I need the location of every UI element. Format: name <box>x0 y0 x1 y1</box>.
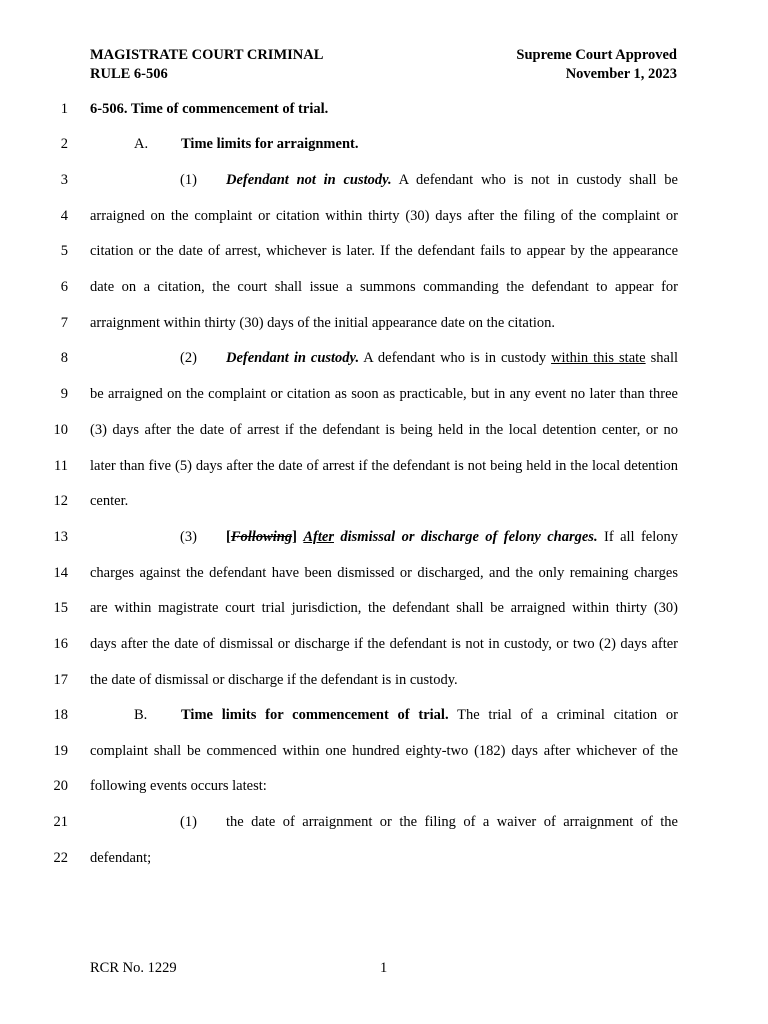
paragraph-text: the date of arraignment or the filing of a waiver of arraignment of the <box>226 814 678 830</box>
footer-page-number: 1 <box>380 960 388 976</box>
line-number: 3 <box>60 172 68 188</box>
line-number: 18 <box>53 707 68 723</box>
paragraph-text <box>226 347 678 369</box>
header-rule-number: RULE 6-506 <box>90 66 168 82</box>
paragraph-text: citation or the date of arrest, whichever is later. If the defendant fails to appear by the appearance <box>90 243 678 259</box>
paragraph-heading: Defendant not in custody. <box>226 172 392 188</box>
line-number: 5 <box>60 243 68 259</box>
document-line <box>0 98 768 120</box>
header-right <box>516 46 677 84</box>
document-line <box>0 347 768 369</box>
paragraph-marker: (3) <box>180 529 197 545</box>
line-number: 12 <box>53 493 68 509</box>
line-number: 15 <box>53 600 68 616</box>
line-number: 14 <box>53 565 68 581</box>
header-court-title: MAGISTRATE COURT CRIMINAL <box>90 47 324 63</box>
deleted-text: Following <box>230 529 293 545</box>
document-line <box>0 383 768 405</box>
footer-rcr-number: RCR No. 1229 <box>90 960 177 976</box>
paragraph-text: complaint shall be commenced within one hundred eighty-two (182) days after whichever of the <box>90 743 678 759</box>
document-line <box>0 562 768 584</box>
paragraph-text: arraignment within thirty (30) days of the initial appearance date on the citation. <box>90 315 556 331</box>
line-number: 19 <box>53 743 68 759</box>
document-line <box>0 704 768 726</box>
document-line <box>0 490 768 512</box>
header-left <box>90 46 323 84</box>
line-number: 17 <box>53 672 68 688</box>
paragraph-text: following events occurs latest: <box>90 778 267 794</box>
document-line <box>0 775 768 797</box>
document-line <box>0 669 768 691</box>
inserted-text: After <box>303 529 334 545</box>
paragraph-text: are within magistrate court trial jurisdiction, the defendant shall be arraigned within thirty (30) <box>90 600 678 616</box>
header-date: November 1, 2023 <box>565 66 677 82</box>
paragraph-text: charges against the defendant have been dismissed or discharged, and the only remaining charges <box>90 565 678 581</box>
line-number: 4 <box>60 208 68 224</box>
section-heading: Time limits for commencement of trial. <box>181 707 449 723</box>
document-line <box>0 240 768 262</box>
line-number: 6 <box>60 279 68 295</box>
paragraph-marker: (1) <box>180 814 197 830</box>
line-number: 1 <box>60 101 68 117</box>
document-line <box>0 276 768 298</box>
document-line <box>0 633 768 655</box>
text-run: The trial of a criminal citation or <box>448 707 678 723</box>
document-line <box>0 312 768 334</box>
line-number: 8 <box>60 350 68 366</box>
document-line <box>0 133 768 155</box>
text-run: A defendant who is in custody <box>359 350 552 366</box>
document-line <box>0 811 768 833</box>
paragraph-text <box>181 704 678 726</box>
document-line <box>0 169 768 191</box>
rule-title: 6-506. Time of commencement of trial. <box>90 101 329 117</box>
line-number: 10 <box>53 422 68 438</box>
bracket-close: ] <box>292 529 297 545</box>
line-number: 21 <box>53 814 68 830</box>
section-marker: A. <box>134 136 149 152</box>
paragraph-marker: (1) <box>180 172 197 188</box>
text-run: A defendant who is not in custody shall be <box>391 172 678 188</box>
paragraph-text <box>226 526 678 548</box>
line-number: 11 <box>54 458 68 474</box>
paragraph-text <box>226 169 678 191</box>
line-number: 7 <box>60 315 68 331</box>
bracket-open: [ <box>226 529 231 545</box>
document-line <box>0 847 768 869</box>
document-line <box>0 526 768 548</box>
document-line <box>0 205 768 227</box>
paragraph-text: (3) days after the date of arrest if the defendant is being held in the local detention center, or no <box>90 422 678 438</box>
paragraph-text: days after the date of dismissal or discharge if the defendant is not in custody, or two (2) days after <box>90 636 678 652</box>
paragraph-text: defendant; <box>90 850 152 866</box>
text-run: If all felony <box>597 529 679 545</box>
document-line <box>0 419 768 441</box>
paragraph-text: arraigned on the complaint or citation within thirty (30) days after the filing of the complaint or <box>90 208 678 224</box>
line-number: 2 <box>60 136 68 152</box>
line-number: 22 <box>53 850 68 866</box>
paragraph-text: center. <box>90 493 129 509</box>
paragraph-text: be arraigned on the complaint or citation as soon as practicable, but in any event no later than three <box>90 386 678 402</box>
section-marker: B. <box>134 707 148 723</box>
paragraph-heading: Defendant in custody. <box>226 350 360 366</box>
section-heading: Time limits for arraignment. <box>181 136 359 152</box>
line-number: 13 <box>53 529 68 545</box>
line-number: 9 <box>60 386 68 402</box>
line-number: 16 <box>53 636 68 652</box>
inserted-text: within this state <box>551 350 646 366</box>
paragraph-text: date on a citation, the court shall issue a summons commanding the defendant to appear for <box>90 279 678 295</box>
document-line <box>0 597 768 619</box>
paragraph-marker: (2) <box>180 350 197 366</box>
line-number: 20 <box>53 778 68 794</box>
text-run: shall <box>645 350 678 366</box>
document-line <box>0 455 768 477</box>
paragraph-heading: dismissal or discharge of felony charges. <box>333 529 598 545</box>
paragraph-text: later than five (5) days after the date of arrest if the defendant is not being held in the local detention <box>90 458 678 474</box>
paragraph-text: the date of dismissal or discharge if the defendant is in custody. <box>90 672 458 688</box>
header-approval: Supreme Court Approved <box>516 47 677 63</box>
document-line <box>0 740 768 762</box>
